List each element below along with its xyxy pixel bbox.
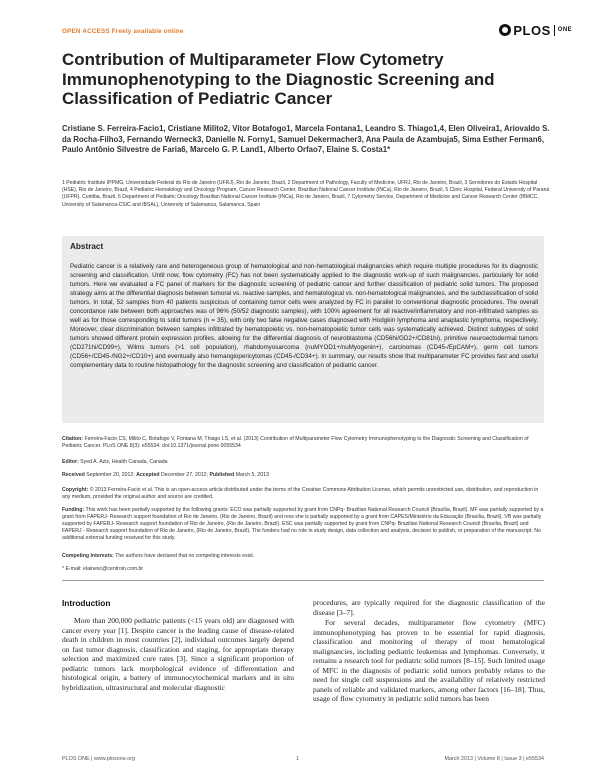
intro-column-2a: procedures, are typically required for the diagnostic classification of the disease [3–7]. [313,598,545,617]
affiliations: 1 Pediatric Institute IPPMG, Universidade Federal do Rio de Janeiro (UFRJ), Rio de Janeiro, Brazil, 2 Department of Pathology, Faculty of Medicine, UFRJ, Rio de Janeiro, Brazil, 3 Servidores do Estado Hospital (HSE), Rio de Janeiro, Brazil, 4 Pediatric Hematology and Oncology Program, Cancer Research Center, Brazilian National Cancer Institute (INCa), Rio de Janeiro, Brazil, 5 Clinic Hospital, Federal University of Paraná (UFPR), Curitiba, Brazil, 6 Department of Pediatric Oncology Brazilian National Cancer Institute (INCa), Rio de Janeiro, Brazil, 7 Cytometry Service, Department of Medicine and Cancer Research Center (IBMCC, University of Salamanca-CSIC and IBSAL), University of Salamanca, Salamanca, Spain [62,180,550,208]
abstract-box [62,236,544,423]
abstract-text: Pediatric cancer is a relatively rare and heterogeneous group of hematological and non-hematological malignancies which require multiple procedures for its diagnostic screening and classification. Until now, flow cytometry (FC) has not been systematically applied to the diagnostic work-up of such malignancies, particularly for solid tumors. Here we evaluated a FC panel of markers for the diagnostic screening of pediatric cancer and further classification of pediatric solid tumors. The proposed strategy aims at the differential diagnosis between tumoral vs. reactive samples, and hematological vs. non-hematological malignancies, and the subclassification of solid tumors. In total, 52 samples from 40 patients suspicious of containing tumor cells were analyzed by FC in parallel to conventional diagnostic procedures. The overall concordance rate between both approaches was of 96% (50/52 diagnostic samples), with 100% agreement for all reactive/inflammatory and non-infiltrated samples as well as for those corresponding to solid tumors (n = 35), with only two false negative cases diagnosed with Hodgkin lymphoma and anaplastic lymphoma, respectively. Moreover, clear discrimination between samples infiltrated by hematopoietic vs. non-hematopoietic tumor cells was systematically achieved. Distinct subtypes of solid tumors showed different protein expression profiles, allowing for the differential diagnosis of neuroblastoma (CD56hi/GD2+/CD81hi), primitive neuroectodermal tumors (CD271hi/CD99+), Wilms tumors (>1 cell population), rhabdomyosarcoma (nuMYOD1+/nuMyogenin+), carcinomas (CD45-/EpCAM+), germ cell tumors (CD56+/CD45-/NG2+/CD10+) and eventually also hemangiopericytomas (CD45-/CD34+). In summary, our results show that multiparameter FC provides fast and useful complementary data to routine histopathology for the diagnostic screening and classification of pediatric cancer. [70,263,538,370]
abstract-heading: Abstract [70,242,104,251]
intro-column-1: More than 200,000 pediatric patients (<15 years old) are diagnosed with cancer every year [1]. Despite cancer is the leading cause of disease-related death in children in most countries [2], individual outcomes largely depend on fast tumor diagnosis, classification and staging, for appropriate therapy selection and maximized cure rates [3]. Since a significant proportion of pediatric tumors lack morphological evidence of differentiation and histological origin, a battery of immunocytochemical markers and in situ hybridization, ultrastructural and molecular diagnostic [62,616,294,692]
journal-name: ONE [557,27,572,33]
footer-journal: PLOS ONE | www.plosone.org [62,756,136,762]
funding: Funding: This work has been partially supported by the following grants: ECO was partially supported by grant from CNPq- Brazilian National Research Council (Brasília, Brazil). MF was partially supported by a grant from FAPERJ- Research support foundation of Rio de Janeiro, (Rio de Janeiro, Brazil) and now she is partially supported by a grant from CAPES/Ministério da Educação (Brasília, Brazil). VB was partially supported by FAPERJ- Research support foundation of Rio de Janeiro, (Rio de Janeiro, Brazil). ESC was partially supported by grant from CNPq- Brazilian National Research Council (Brasília, Brazil) and FAPERJ - Research support foundation of Rio de Janeiro, (Rio de Janeiro, Brazil). The funders had no role in study design, data collection and analysis, decision to publish, or preparation of the manuscript. No additional external funding received for this study. [62,507,544,541]
citation: Citation: Ferreira-Facio CS, Milito C, Botafogo V, Fontana M, Thiago LS, et al. (2013) Contribution of Multiparameter Flow Cytometry Immunophenotyping to the Diagnostic Screening and Classification of Pediatric Cancer. PLoS ONE 8(3): e55534. doi:10.1371/journal.pone.0055534 [62,436,529,449]
copyright: Copyright: © 2013 Ferreira-Facio et al. This is an open-access article distributed under the terms of the Creative Commons Attribution License, which permits unrestricted use, distribution, and reproduction in any medium, provided the original author and source are credited. [62,487,539,500]
intro-column-2b: For several decades, multiparameter flow cytometry (MFC) immunophenotyping has proven to be essential for rapid diagnosis, classification and monitoring of therapy of most hematological malignancies, including pediatric leukemias and lymphomas. Conversely, it remains a research tool for pediatric solid tumors [8–15]. Such limited usage of MFC in the diagnosis of pediatric solid tumors probably relates to the need for single cell suspensions and the availability of relatively restricted panels of reliable and validated markers, among other factors [16–18]. Thus, usage of flow cytometry in pediatric solid tumors has been [313,618,545,704]
section-heading-introduction: Introduction [62,598,111,608]
author-list: Cristiane S. Ferreira-Facio1, Cristiane Milito2, Vitor Botafogo1, Marcela Fontana1, Leandro S. Thiago1,4, Elen Oliveira1, Ariovaldo S. da Rocha-Filho3, Fernando Werneck3, Danielle N. Forny1, Samuel Dekermacher3, Ana Paula de Azambuja5, Sima Esther Ferman6, Paulo Antônio Silvestre de Faria6, Marcelo G. P. Land1, Alberto Orfao7, Elaine S. Costa1* [62,124,550,155]
competing-interests: Competing Interests: The authors have declared that no competing interests exist. [62,553,255,559]
corresponding-email: * E-mail: elainesc@centroin.com.br [62,566,144,572]
article-title: Contribution of Multiparameter Flow Cytometry Immunophenotyping to the Diagnostic Screening and Classification of Pediatric Cancer [62,50,495,108]
page-number: 1 [296,756,299,762]
plos-logo-icon [499,24,511,36]
footer-issue: March 2013 | Volume 8 | Issue 3 | e55534 [444,756,544,762]
plos-one-logo [499,22,572,38]
divider [62,580,544,581]
editor: Editor: Syed A. Aziz, Health Canada, Canada [62,459,168,465]
open-access-label: OPEN ACCESS Freely available online [62,28,184,35]
publisher-name: PLOS [513,22,551,38]
dates: Received September 20, 2012; Accepted December 27, 2012; Published March 5, 2013 [62,472,269,478]
